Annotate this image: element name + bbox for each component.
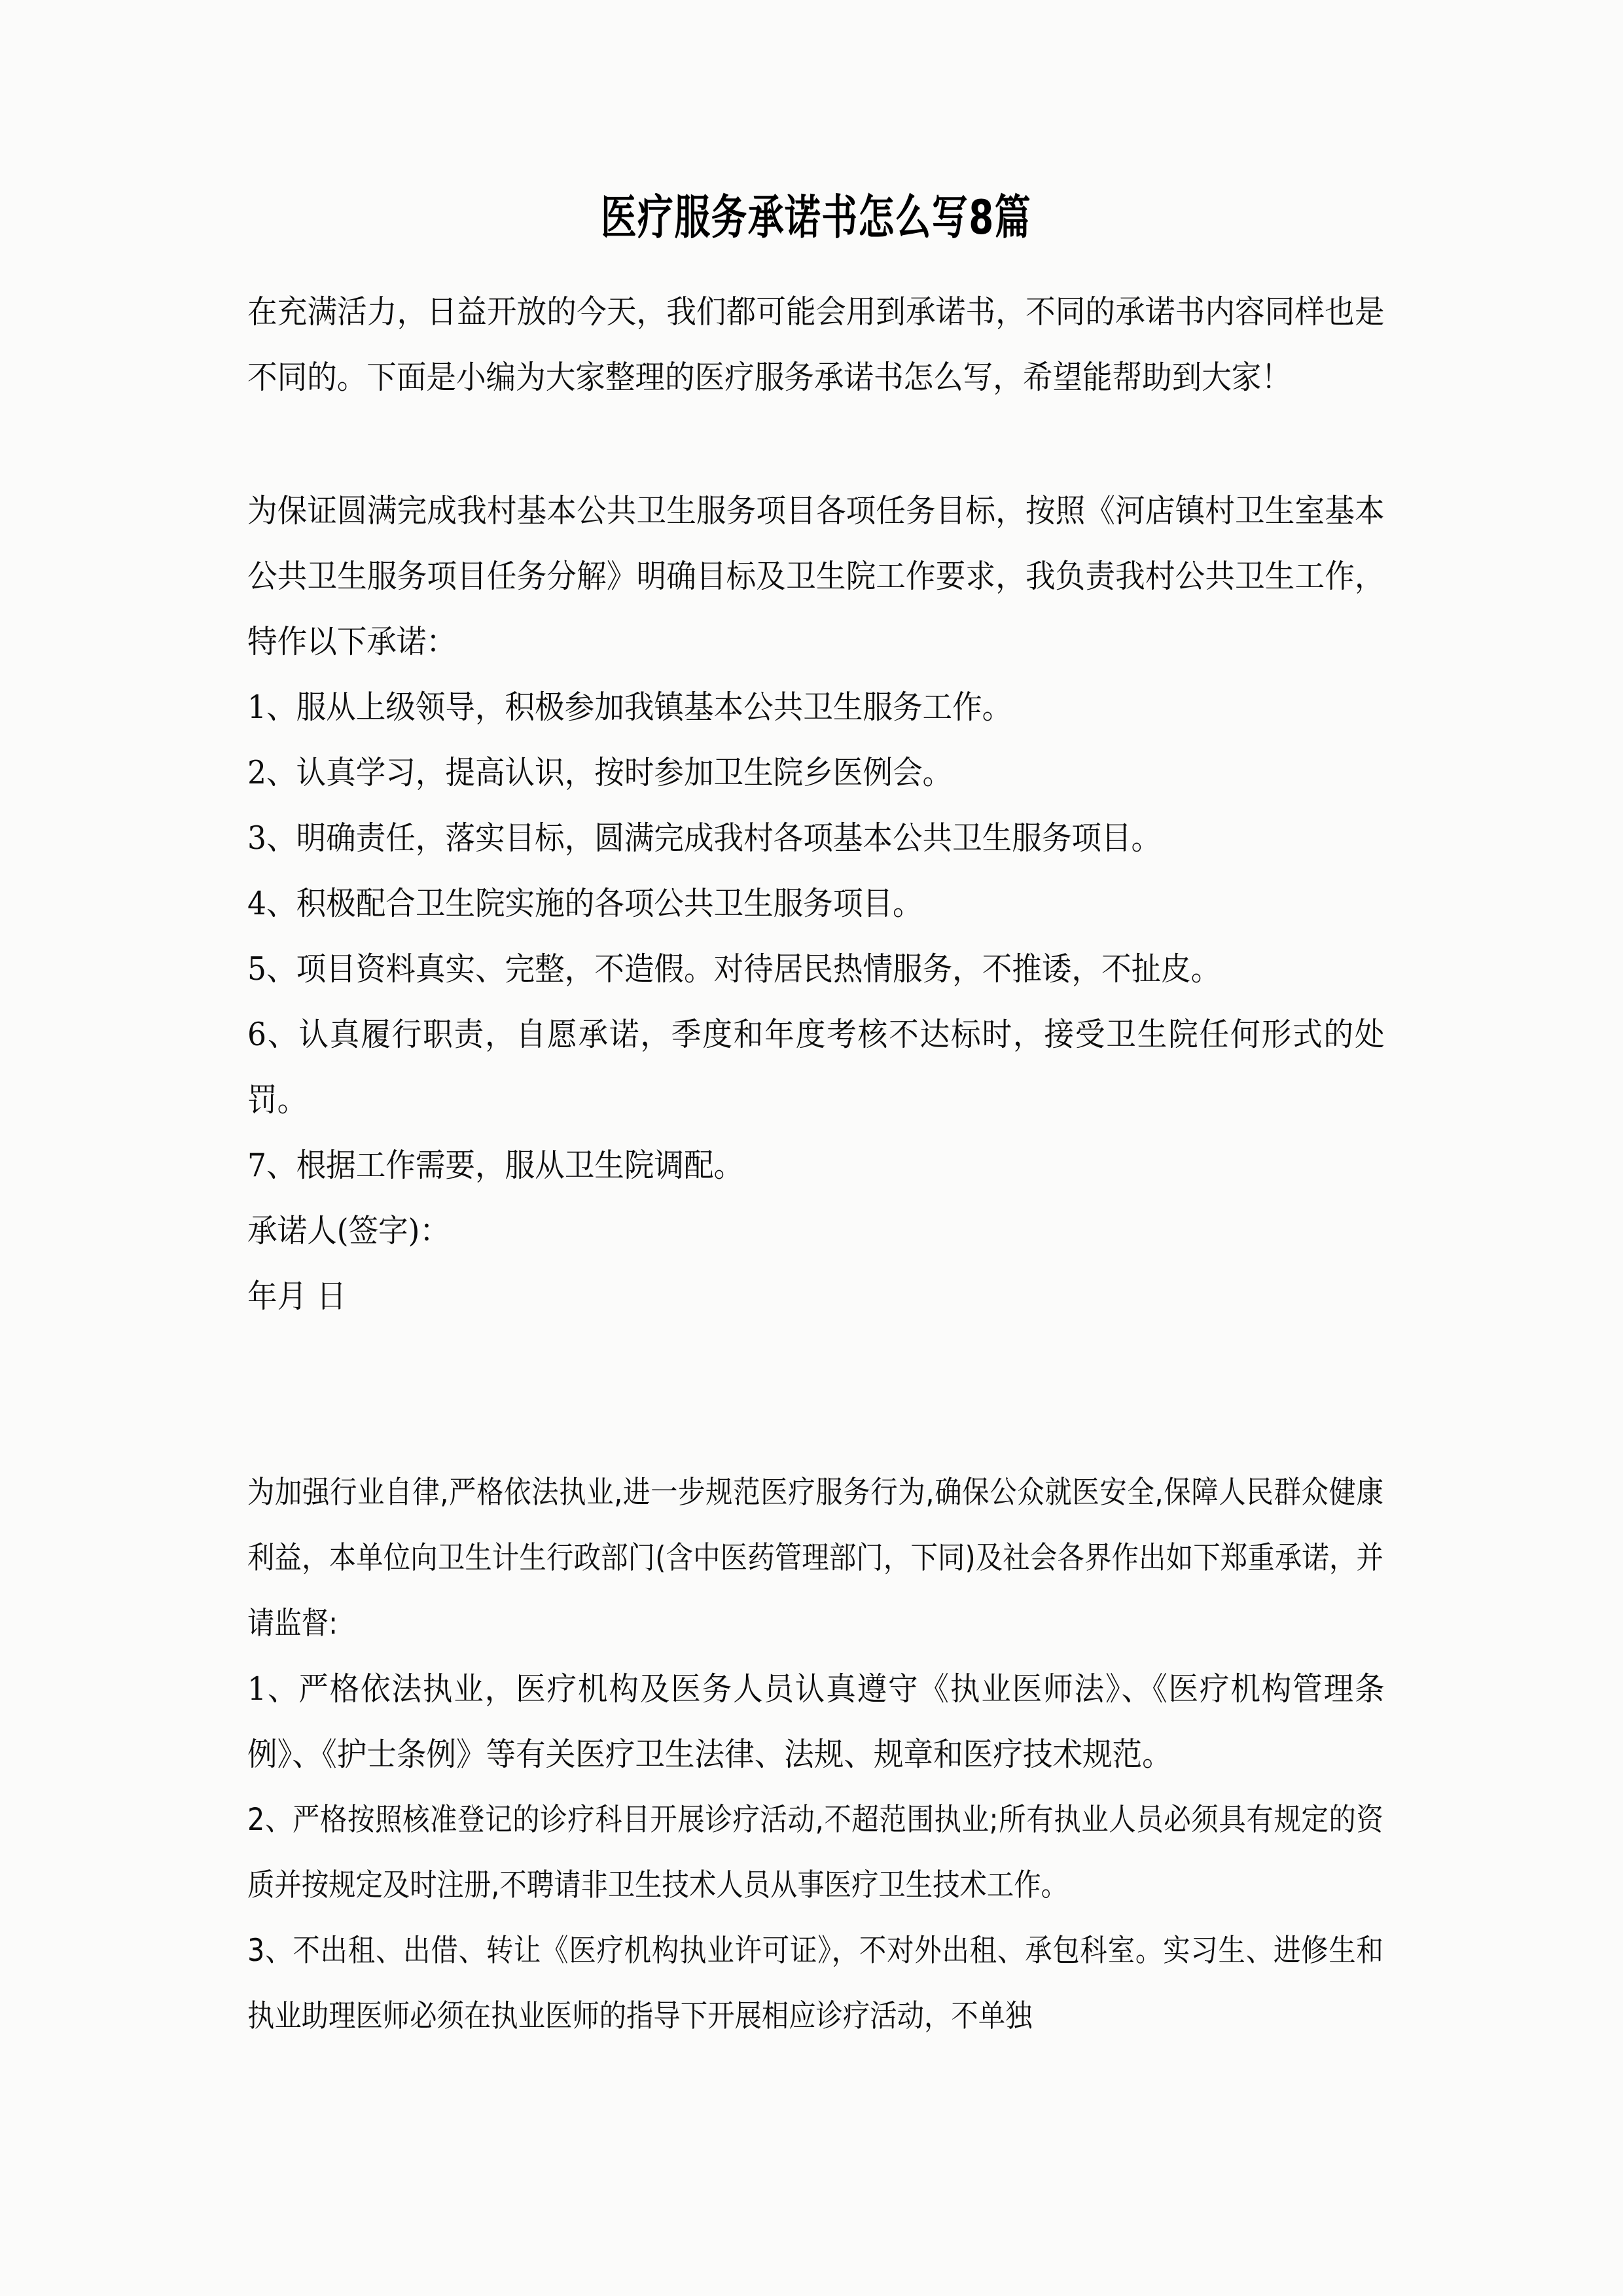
- date-label: 年月 日: [247, 1278, 347, 1315]
- section-two-item-1: 1、严格依法执业，医疗机构及医务人员认真遵守《执业医师法》、《医疗机构管理条例》、《护士条例》等有关医疗卫生法律、法规、规章和医疗技术规范。: [247, 1670, 1385, 1773]
- page-title: 医疗服务承诺书怎么写8篇: [600, 190, 1032, 245]
- section-two-item-2: 2、严格按照核准登记的诊疗科目开展诊疗活动,不超范围执业;所有执业人员必须具有规定的资质并按规定及时注册,不聘请非卫生技术人员从事医疗卫生技术工作。: [247, 1802, 1383, 1903]
- section-one-item-7: 7、根据工作需要，服从卫生院调配。: [247, 1147, 744, 1184]
- signature-label: 承诺人(签字)：: [247, 1212, 450, 1249]
- section-two-item-3: 3、不出租、出借、转让《医疗机构执业许可证》，不对外出租、承包科室。实习生、进修生和执业助理医师必须在执业医师的指导下开展相应诊疗活动，不单独: [247, 1933, 1383, 2034]
- section-divider-two: [247, 1329, 1385, 1460]
- section-one-item-2: 2、认真学习，提高认识，按时参加卫生院乡医例会。: [247, 754, 953, 791]
- section-one-item-5: 5、项目资料真实、完整，不造假。对待居民热情服务，不推诿，不扯皮。: [247, 950, 1221, 988]
- section-one-item-6: 6、认真履行职责，自愿承诺，季度和年度考核不达标时，接受卫生院任何形式的处罚。: [247, 1016, 1385, 1119]
- section-one-item-3: 3、明确责任，落实目标，圆满完成我村各项基本公共卫生服务项目。: [247, 819, 1162, 857]
- section-one-item-1: 1、服从上级领导，积极参加我镇基本公共卫生服务工作。: [247, 689, 1012, 726]
- section-divider-one: [247, 410, 1385, 478]
- section-one-preamble: 为保证圆满完成我村基本公共卫生服务项目各项任务目标，按照《河店镇村卫生室基本公共卫生服务项目任务分解》明确目标及卫生院工作要求，我负责我村公共卫生工作，特作以下承诺：: [247, 492, 1385, 660]
- section-one-item-4: 4、积极配合卫生院实施的各项公共卫生服务项目。: [247, 885, 923, 922]
- section-two-preamble: 为加强行业自律,严格依法执业,进一步规范医疗服务行为,确保公众就医安全,保障人民群众健康利益，本单位向卫生计生行政部门(含中医药管理部门，下同)及社会各界作出如下郑重承诺，并请监督:: [247, 1475, 1383, 1641]
- intro-paragraph: 在充满活力，日益开放的今天，我们都可能会用到承诺书，不同的承诺书内容同样也是不同的。下面是小编为大家整理的医疗服务承诺书怎么写，希望能帮助到大家！: [247, 293, 1385, 396]
- document-content: [247, 0, 1385, 2049]
